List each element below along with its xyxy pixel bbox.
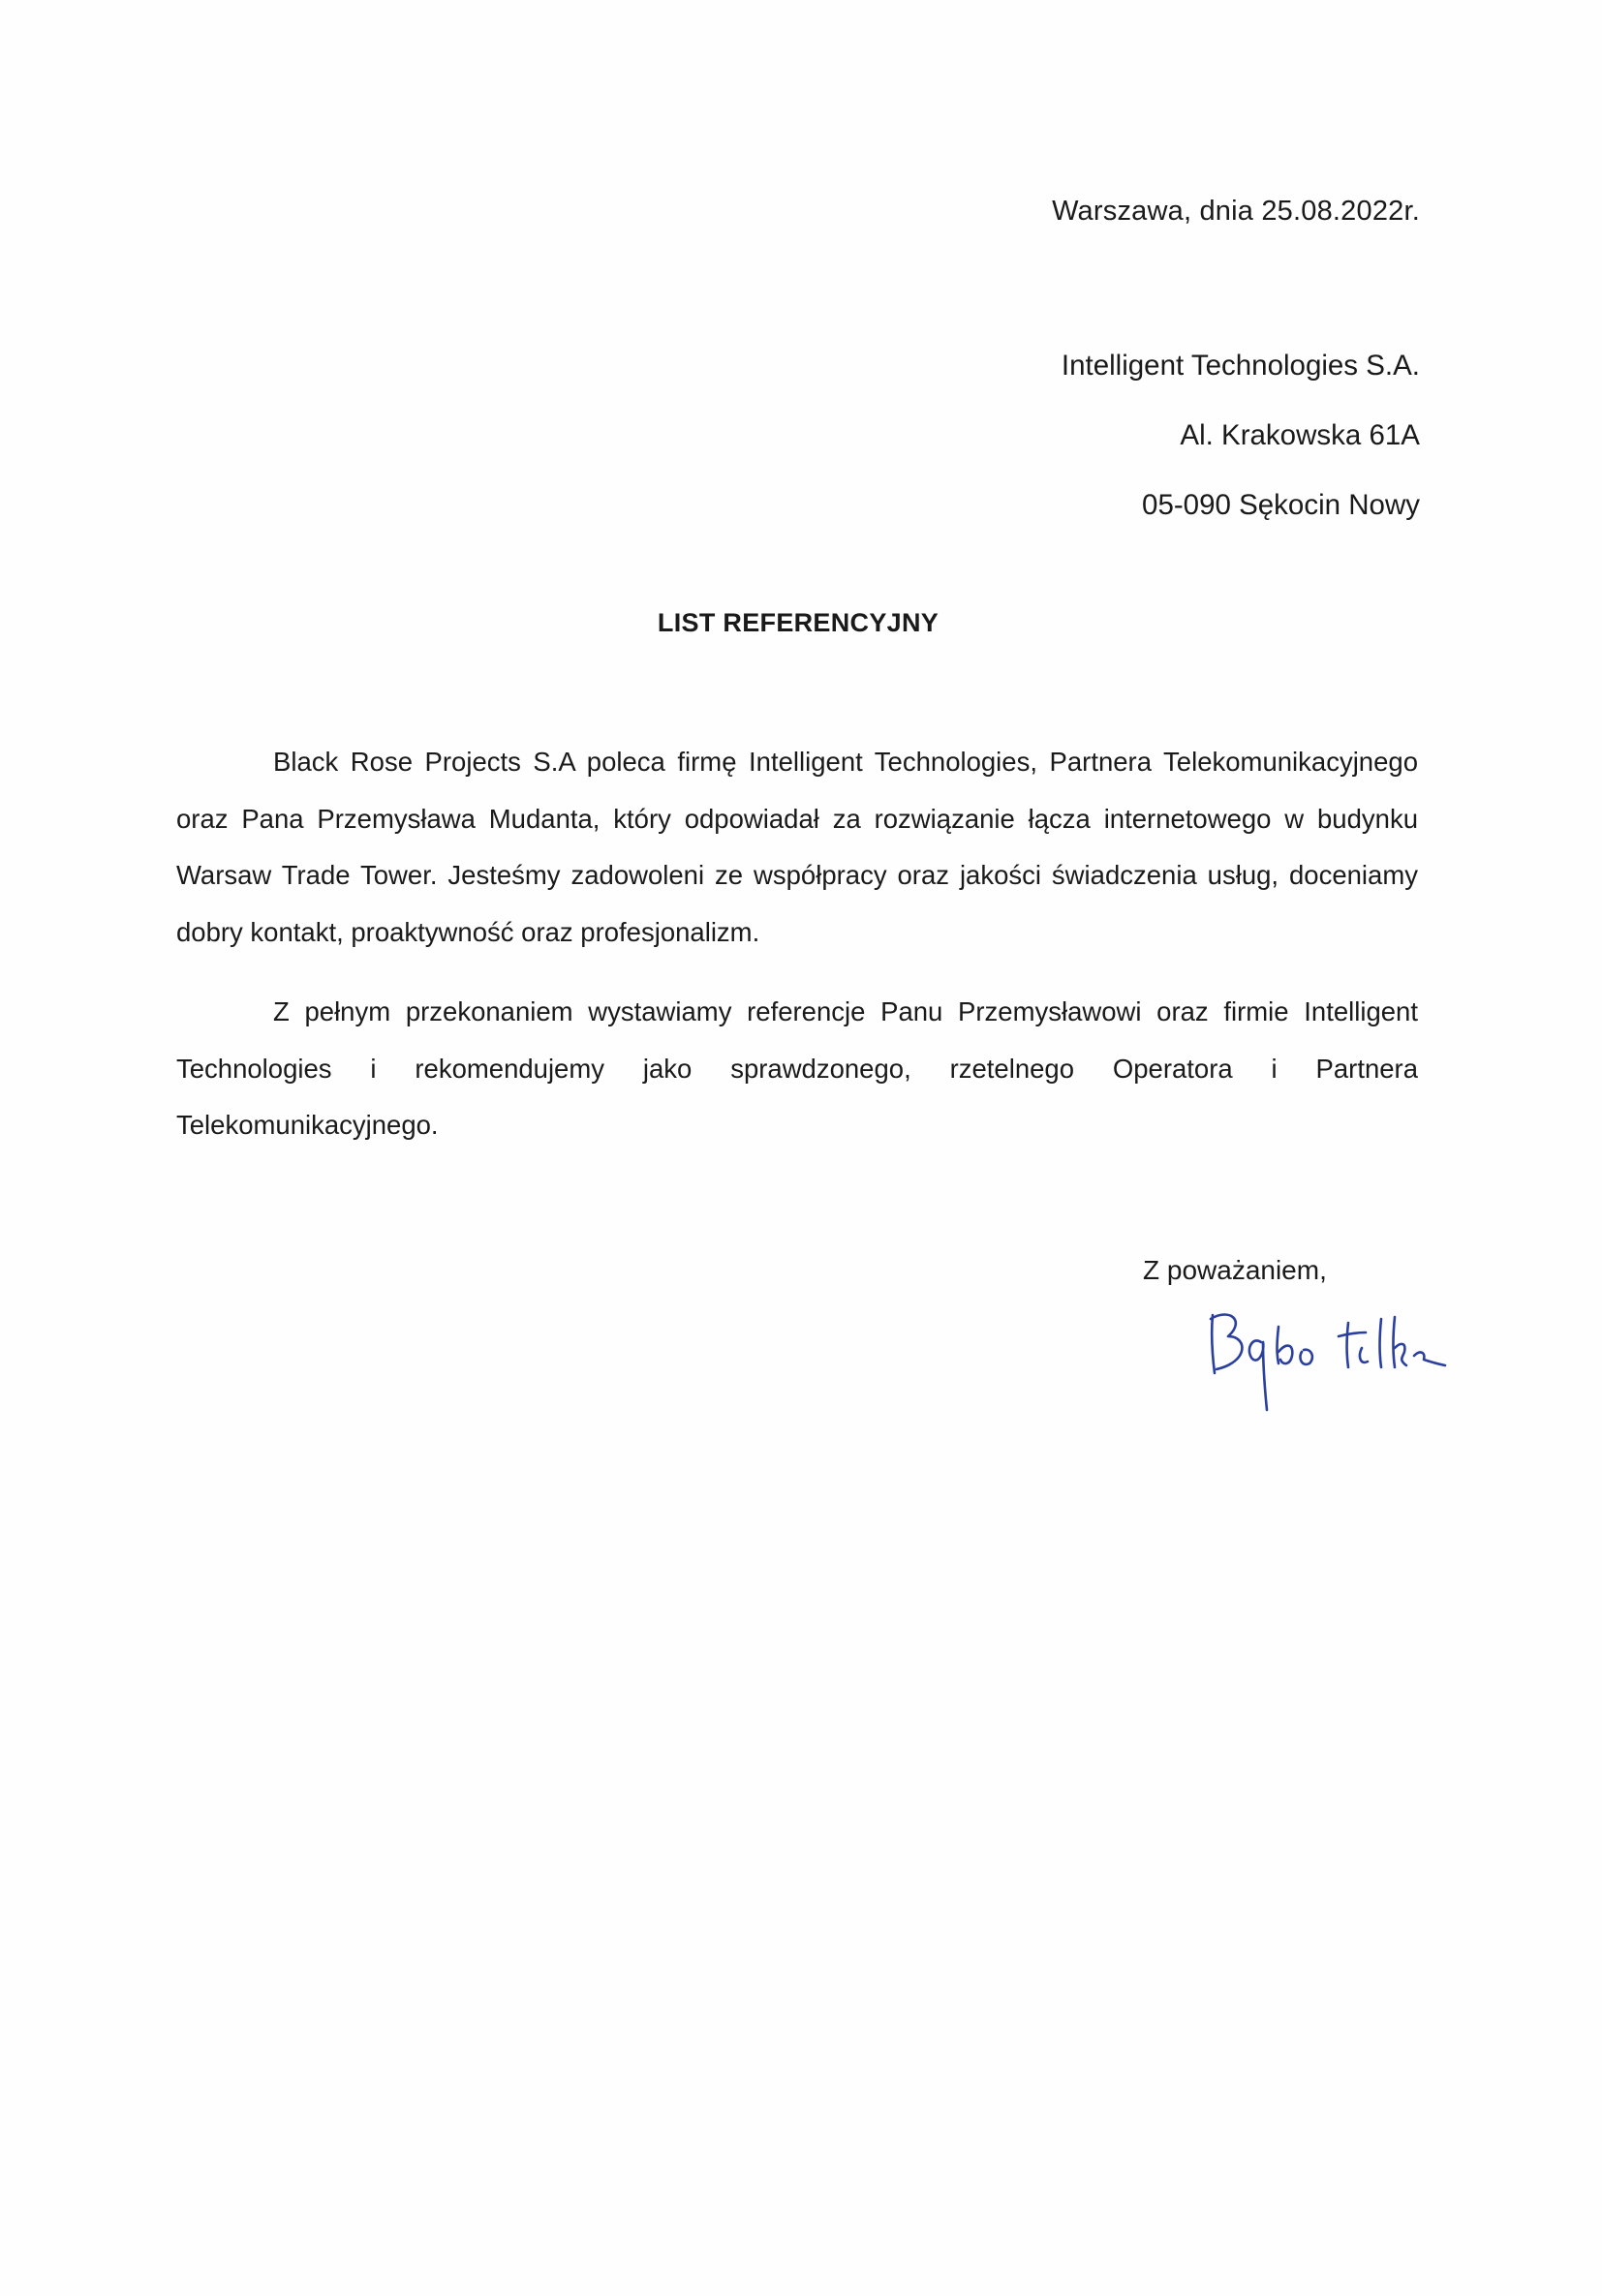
recipient-city: 05-090 Sękocin Nowy [1142,489,1420,521]
letter-title: LIST REFERENCYJNY [657,608,940,637]
closing-salutation: Z poważaniem, [1143,1255,1327,1285]
recipient-company: Intelligent Technologies S.A. [1061,350,1420,382]
body-paragraph-1: Black Rose Projects S.A poleca firmę Intelligent Technologies, Partnera Telekomunikacyjnego oraz Pana Przemysława Mudanta, który odpowiadał za rozwiązanie łącza internetowego w budynku Warsaw Trade Tower. Jesteśmy zadowoleni ze współpracy oraz jakości świadczenia usług, doceniamy dobry kontakt, proaktywność oraz profesjonalizm. [176,747,1418,947]
body-paragraph-2: Z pełnym przekonaniem wystawiamy referencje Panu Przemysławowi oraz firmie Intelligent Technologies i rekomendujemy jako sprawdzonego, rzetelnego Operatora i Partnera Telekomunikacyjnego. [176,996,1418,1140]
recipient-street: Al. Krakowska 61A [1180,419,1420,451]
place-date: Warszawa, dnia 25.08.2022r. [1052,196,1420,227]
handwritten-signature [1201,1298,1453,1414]
recipient-address [1062,331,1420,540]
